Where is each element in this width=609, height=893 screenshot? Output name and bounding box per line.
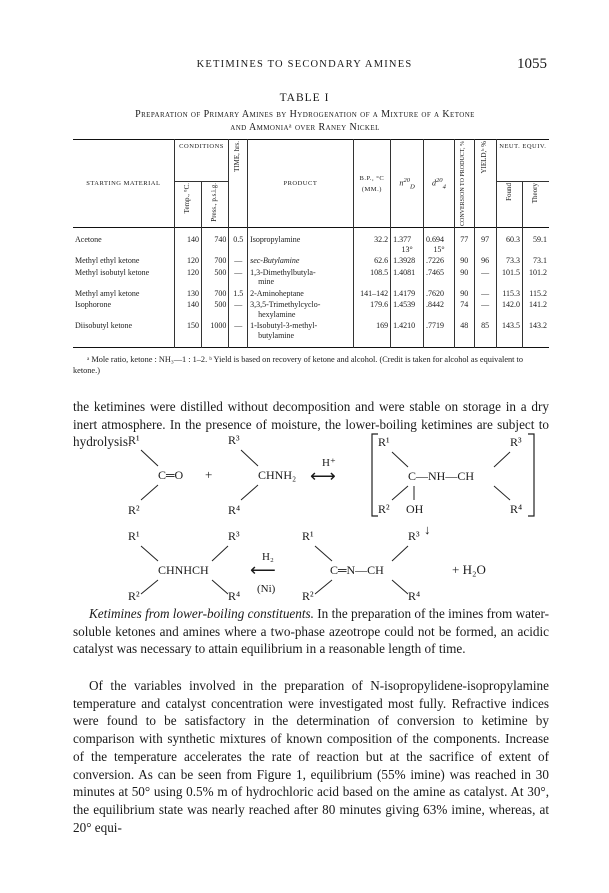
cell-theory: 73.1 bbox=[523, 255, 549, 267]
scheme-amine: CHNH₂ bbox=[258, 468, 297, 482]
cell-time: 0.5 bbox=[229, 234, 248, 255]
cell-found: 60.3 bbox=[496, 234, 522, 255]
cell-material: Methyl isobutyl ketone bbox=[75, 267, 150, 277]
cell-product: 1,3-Dimethylbutyla- mine bbox=[248, 267, 354, 288]
bond-line bbox=[494, 486, 510, 500]
scheme-r1-c: R¹ bbox=[128, 529, 140, 543]
cell-d: .8442 bbox=[424, 299, 455, 320]
cell-yield: 96 bbox=[474, 255, 496, 267]
table-row bbox=[73, 288, 549, 300]
cell-yield: — bbox=[474, 288, 496, 300]
bond-line bbox=[141, 485, 158, 500]
scheme-r3-c: R³ bbox=[228, 529, 240, 543]
paragraph-2-text: In the preparation of the imines from water-soluble ketones and amines where a two-phase azeotrope could not be formed, an acidic catalyst was necessary to attain equilibrium in a reasonable length of time. bbox=[73, 606, 549, 657]
scheme-r4-d: R⁴ bbox=[408, 589, 421, 600]
cell-theory: 115.2 bbox=[523, 288, 549, 300]
cell-bp: 32.2 bbox=[353, 234, 390, 255]
table-label: TABLE I bbox=[279, 92, 330, 104]
bond-line bbox=[315, 546, 332, 561]
scheme-r3-d: R³ bbox=[408, 529, 420, 543]
header-starting-material: STARTING MATERIAL bbox=[86, 180, 161, 188]
cell-conversion: 90 bbox=[454, 288, 474, 300]
scheme-imine: C═N—CH bbox=[330, 563, 384, 577]
cell-d: .7226 bbox=[424, 255, 455, 267]
scheme-r1-b: R¹ bbox=[378, 435, 390, 449]
cell-nd: 1.4081 bbox=[391, 267, 424, 288]
cell-temp: 150 bbox=[174, 320, 201, 341]
bond-line bbox=[494, 452, 510, 467]
scheme-r4-a: R⁴ bbox=[228, 503, 241, 517]
header-yield: YIELD,ᵇ % bbox=[474, 140, 496, 228]
cell-time: — bbox=[229, 299, 248, 320]
table-caption-line2: and Ammoniaᵃ over Raney Nickel bbox=[230, 122, 380, 133]
bond-line bbox=[141, 450, 158, 466]
cell-bp: 62.6 bbox=[353, 255, 390, 267]
cell-conversion: 90 bbox=[454, 255, 474, 267]
cell-nd: 1.3928 bbox=[391, 255, 424, 267]
cell-press: 500 bbox=[202, 267, 229, 288]
header-press: Press., p.s.i.g. bbox=[202, 182, 229, 228]
header-bp: B.P., °C (MM.) bbox=[353, 140, 390, 228]
cell-nd: 1.4179 bbox=[391, 288, 424, 300]
cell-product: sec-Butylamine bbox=[248, 255, 354, 267]
cell-d: .7465 bbox=[424, 267, 455, 288]
paragraph-2 bbox=[73, 605, 549, 658]
bond-line bbox=[241, 450, 258, 466]
cell-bp: 169 bbox=[353, 320, 390, 341]
cell-product: 2-Aminoheptane bbox=[248, 288, 354, 300]
cell-material: Isophorone bbox=[75, 300, 111, 310]
scheme-h2: H₂ bbox=[262, 551, 274, 563]
cell-time: — bbox=[229, 267, 248, 288]
scheme-down-arrow: ↓ bbox=[424, 522, 431, 537]
cell-press: 500 bbox=[202, 299, 229, 320]
cell-bp: 179.6 bbox=[353, 299, 390, 320]
cell-bp: 108.5 bbox=[353, 267, 390, 288]
paragraph-2-heading: Ketimines from lower-boiling constituents. bbox=[89, 606, 314, 621]
scheme-r1-a: R¹ bbox=[128, 433, 140, 447]
scheme-c-nh-ch: C—NH—CH bbox=[408, 469, 475, 483]
header-theory: Theory bbox=[523, 182, 549, 228]
cell-temp: 130 bbox=[174, 288, 201, 300]
cell-theory: 141.2 bbox=[523, 299, 549, 320]
cell-found: 101.5 bbox=[496, 267, 522, 288]
cell-temp: 140 bbox=[174, 299, 201, 320]
cell-time: 1.5 bbox=[229, 288, 248, 300]
table-caption-line1: Preparation of Primary Amines by Hydrogenation of a Mixture of a Ketone bbox=[135, 109, 475, 120]
bond-line bbox=[392, 580, 408, 594]
cell-theory: 143.2 bbox=[523, 320, 549, 341]
cell-material: Methyl amyl ketone bbox=[75, 288, 140, 298]
table-row bbox=[73, 255, 549, 267]
header-time: TIME, hrs. bbox=[229, 140, 248, 228]
scheme-hplus: H⁺ bbox=[322, 457, 336, 469]
cell-d: 0.694 15° bbox=[424, 234, 455, 255]
cell-time: — bbox=[229, 255, 248, 267]
cell-found: 115.3 bbox=[496, 288, 522, 300]
scheme-r2-b: R² bbox=[378, 502, 390, 516]
header-conditions: CONDITIONS bbox=[174, 140, 229, 182]
cell-press: 1000 bbox=[202, 320, 229, 341]
header-temp: Temp., °C. bbox=[174, 182, 201, 228]
cell-conversion: 48 bbox=[454, 320, 474, 341]
cell-nd: 1.377 13° bbox=[391, 234, 424, 255]
bond-line bbox=[212, 546, 228, 561]
cell-time: — bbox=[229, 320, 248, 341]
cell-temp: 140 bbox=[174, 234, 201, 255]
cell-bp: 141–142 bbox=[353, 288, 390, 300]
cell-nd: 1.4539 bbox=[391, 299, 424, 320]
table-row bbox=[73, 234, 549, 255]
bond-line bbox=[315, 580, 332, 594]
cell-yield: 97 bbox=[474, 234, 496, 255]
cell-yield: — bbox=[474, 299, 496, 320]
cell-theory: 101.2 bbox=[523, 267, 549, 288]
bond-line bbox=[212, 580, 228, 594]
scheme-r4-c: R⁴ bbox=[228, 589, 241, 600]
cell-d: .7719 bbox=[424, 320, 455, 341]
amines-table bbox=[73, 139, 549, 348]
scheme-r2-a: R² bbox=[128, 503, 140, 517]
bond-line bbox=[141, 546, 158, 561]
cell-yield: 85 bbox=[474, 320, 496, 341]
header-nd: $n^{20}_D$ bbox=[391, 140, 424, 228]
cell-found: 143.5 bbox=[496, 320, 522, 341]
scheme-water: + H₂O bbox=[452, 562, 486, 577]
table-footnote: ᵃ Mole ratio, ketone : NH₃—1 : 1–2. ᵇ Yield is based on recovery of ketone and alcohol. (Credit is taken for alcohol as equivalent to ketone.) bbox=[73, 355, 523, 375]
header-product: PRODUCT bbox=[248, 140, 354, 228]
cell-conversion: 77 bbox=[454, 234, 474, 255]
scheme-equilibrium-arrow: ⟷ bbox=[310, 466, 336, 486]
bond-line bbox=[241, 485, 258, 500]
running-title: KETIMINES TO SECONDARY AMINES bbox=[196, 59, 413, 70]
scheme-carbonyl: C═O bbox=[158, 468, 184, 482]
cell-material: Methyl ethyl ketone bbox=[75, 256, 140, 266]
cell-found: 73.3 bbox=[496, 255, 522, 267]
scheme-sec-amine: CHNHCH bbox=[158, 563, 209, 577]
scheme-oh: OH bbox=[406, 502, 424, 516]
table-body bbox=[73, 228, 549, 348]
table-caption bbox=[70, 108, 540, 134]
paragraph-3: Of the variables involved in the preparation of N-isopropylidene-isopropylamine temperature and catalyst concentration were investigated most fully. Refractive indices were found to be satisfactory in the determination of conversion to ketimine by comparison with synthetic mixtures of known composition of the components. Increase of the temperature accelerates the rate of reaction but at the sacrifice of extent of conversion. As can be seen from Figure 1, equilibrium (55% imine) was reached in 30 minutes at 50° using 0.5% m of hydrochloric acid based on the amine as catalyst. At 30°, the equilibrium state was nearly reached after 80 minutes giving 63% imine, whereas, at 20° equi- bbox=[73, 678, 549, 835]
cell-d: .7620 bbox=[424, 288, 455, 300]
cell-material: Diisobutyl ketone bbox=[75, 321, 133, 331]
scheme-r3-a: R³ bbox=[228, 433, 240, 447]
header-neut-equiv: NEUT. EQUIV. bbox=[496, 140, 549, 182]
header-d: $d^{20}_4$ bbox=[424, 140, 455, 228]
bond-line bbox=[392, 546, 408, 561]
bond-line bbox=[141, 580, 158, 594]
bond-line bbox=[392, 486, 408, 500]
table-row bbox=[73, 267, 549, 288]
bracket-right bbox=[528, 434, 534, 516]
header-conversion: CONVERSION TO PRODUCT, % bbox=[454, 140, 474, 228]
scheme-r2-c: R² bbox=[128, 589, 140, 600]
table-row bbox=[73, 320, 549, 341]
paragraph-1: the ketimines were distilled without decomposition and were stable on storage in a dry inert atmosphere. In the presence of moisture, the lower-boiling ketimines are subject to hydrolysis. bbox=[73, 399, 549, 450]
bond-line bbox=[392, 452, 408, 467]
scheme-plus-1: + bbox=[205, 467, 213, 482]
scheme-r3-b: R³ bbox=[510, 435, 522, 449]
cell-temp: 120 bbox=[174, 267, 201, 288]
page-header bbox=[0, 56, 609, 76]
cell-conversion: 90 bbox=[454, 267, 474, 288]
scheme-left-arrow: ⟵ bbox=[250, 560, 276, 580]
cell-press: 700 bbox=[202, 288, 229, 300]
page-number: 1055 bbox=[517, 56, 547, 72]
cell-press: 700 bbox=[202, 255, 229, 267]
cell-nd: 1.4210 bbox=[391, 320, 424, 341]
cell-yield: — bbox=[474, 267, 496, 288]
cell-product: 1-Isobutyl-3-methyl- butylamine bbox=[248, 320, 354, 341]
cell-product: 3,3,5-Trimethylcyclo- hexylamine bbox=[248, 299, 354, 320]
cell-material: Acetone bbox=[75, 235, 102, 245]
header-found: Found bbox=[496, 182, 522, 228]
reaction-scheme bbox=[0, 430, 609, 600]
cell-theory: 59.1 bbox=[523, 234, 549, 255]
cell-found: 142.0 bbox=[496, 299, 522, 320]
cell-product: Isopropylamine bbox=[248, 234, 354, 255]
cell-press: 740 bbox=[202, 234, 229, 255]
scheme-r2-d: R² bbox=[302, 589, 314, 600]
table-row bbox=[73, 299, 549, 320]
scheme-ni: (Ni) bbox=[257, 583, 276, 595]
cell-conversion: 74 bbox=[454, 299, 474, 320]
scheme-r4-b: R⁴ bbox=[510, 502, 523, 516]
cell-temp: 120 bbox=[174, 255, 201, 267]
scheme-r1-d: R¹ bbox=[302, 529, 314, 543]
